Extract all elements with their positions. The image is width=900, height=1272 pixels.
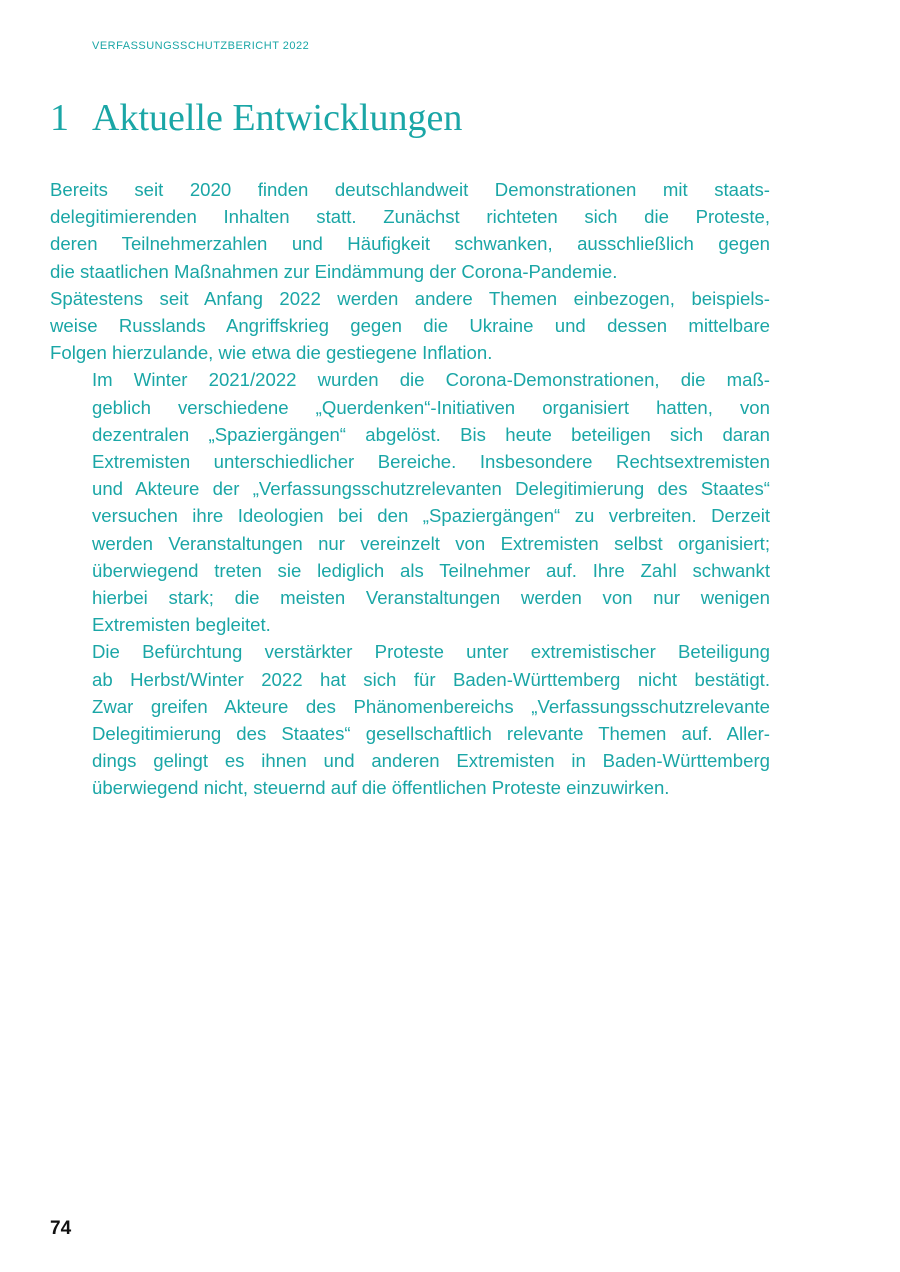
chapter-heading — [50, 96, 462, 140]
text-line: Die Befürchtung verstärkter Proteste unter extremistischer Beteiligung — [92, 641, 770, 663]
text-line: Spätestens seit Anfang 2022 werden andere Themen einbezogen, beispiels- — [50, 287, 770, 309]
paragraph-3 — [50, 638, 770, 801]
text-line: Extremisten unterschiedlicher Bereiche. Insbesondere Rechtsextremisten — [92, 451, 770, 473]
body-text — [50, 176, 770, 802]
text-line: weise Russlands Angriffskrieg gegen die Ukraine und dessen mittelbare — [50, 315, 770, 337]
text-line: dings gelingt es ihnen und anderen Extremisten in Baden-Württemberg — [92, 750, 770, 772]
text-line: werden Veranstaltungen nur vereinzelt von Extremisten selbst organisiert; — [92, 532, 770, 554]
chapter-title: Aktuelle Entwicklungen — [92, 97, 463, 139]
paragraph-1 — [50, 176, 770, 366]
text-line: überwiegend nicht, steuernd auf die öffentlichen Proteste einzuwirken. — [92, 777, 670, 799]
text-line: dezentralen „Spaziergängen“ abgelöst. Bis heute beteiligen sich daran — [92, 423, 770, 445]
text-line: und Akteure der „Verfassungsschutzrelevanten Delegitimierung des Staates“ — [92, 478, 770, 500]
text-line: ab Herbst/Winter 2022 hat sich für Baden-Württemberg nicht bestätigt. — [92, 668, 770, 690]
page-number: 74 — [50, 1218, 72, 1239]
text-line: versuchen ihre Ideologien bei den „Spaziergängen“ zu verbreiten. Derzeit — [92, 505, 770, 527]
text-line: Bereits seit 2020 finden deutschlandweit Demonstrationen mit staats- — [50, 179, 770, 200]
text-line: deren Teilnehmerzahlen und Häufigkeit schwanken, ausschließlich gegen — [50, 233, 770, 255]
paragraph-2 — [50, 366, 770, 638]
chapter-number: 1 — [50, 97, 69, 139]
text-line: Extremisten begleitet. — [92, 614, 271, 636]
text-line: Im Winter 2021/2022 wurden die Corona-Demonstrationen, die maß- — [92, 369, 770, 391]
text-line: Folgen hierzulande, wie etwa die gestiegene Inflation. — [50, 342, 493, 364]
text-line: geblich verschiedene „Querdenken“-Initiativen organisiert hatten, von — [92, 396, 770, 418]
text-line: hierbei stark; die meisten Veranstaltungen werden von nur wenigen — [92, 587, 770, 609]
running-header: VERFASSUNGSSCHUTZBERICHT 2022 — [92, 40, 310, 52]
text-line: delegitimierenden Inhalten statt. Zunächst richteten sich die Proteste, — [50, 206, 770, 228]
text-line: die staatlichen Maßnahmen zur Eindämmung der Corona-Pandemie. — [50, 260, 618, 282]
text-line: Zwar greifen Akteure des Phänomenbereichs „Verfassungsschutzrelevante — [92, 695, 770, 717]
text-line: Delegitimierung des Staates“ gesellschaftlich relevante Themen auf. Aller- — [92, 723, 770, 745]
text-line: überwiegend treten sie lediglich als Teilnehmer auf. Ihre Zahl schwankt — [92, 559, 770, 581]
